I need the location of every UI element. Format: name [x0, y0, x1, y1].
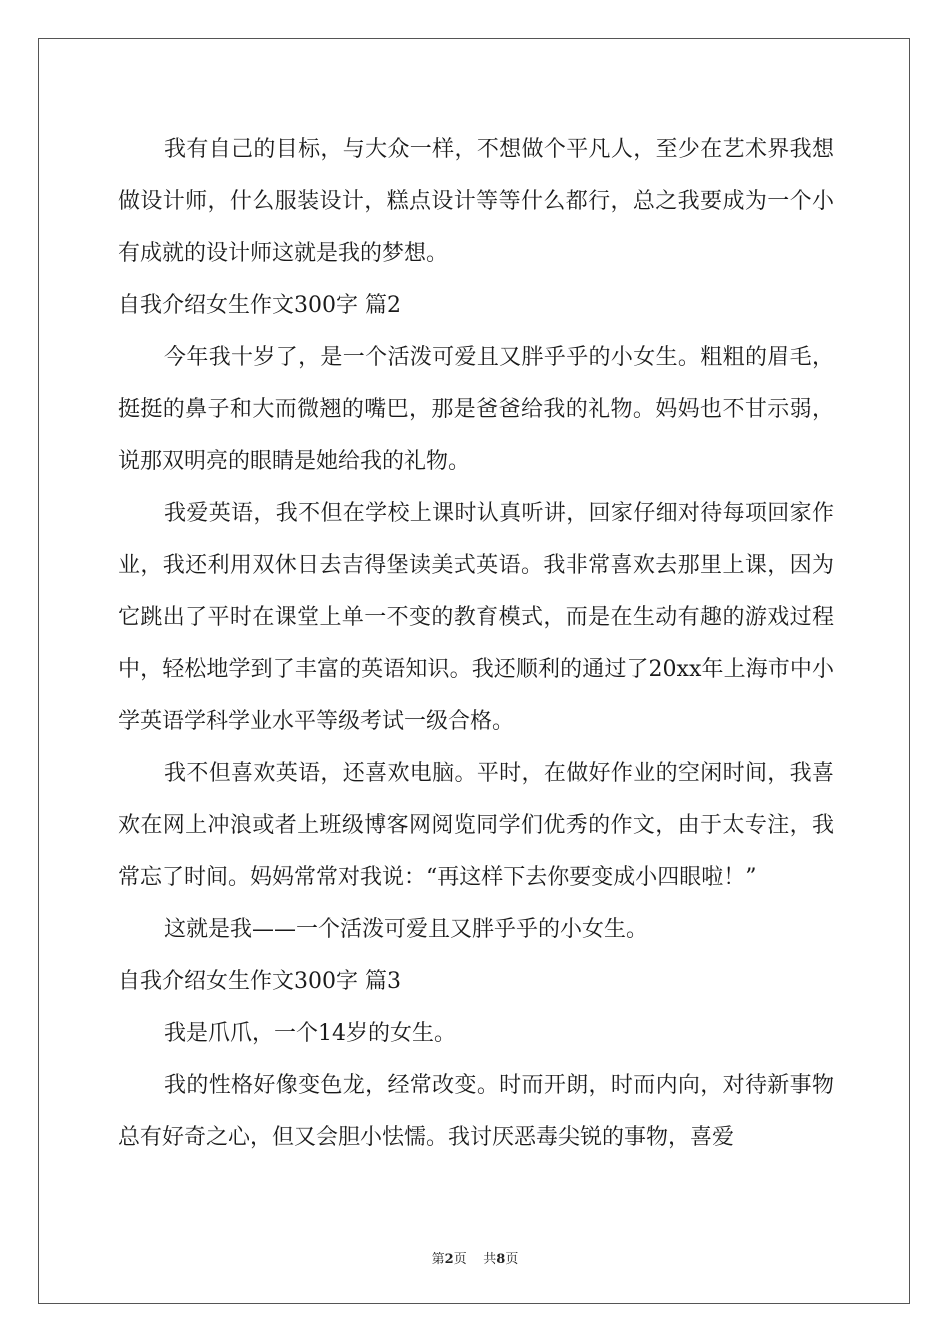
paragraph: 我有自己的目标，与大众一样，不想做个平凡人，至少在艺术界我想做设计师，什么服装设计，糕点设计等等什么都行，总之我要成为一个小有成就的设计师这就是我的梦想。	[118, 137, 834, 266]
paragraph: 我爱英语，我不但在学校上课时认真听讲，回家仔细对待每项回家作业，我还利用双休日去吉得堡读美式英语。我非常喜欢去那里上课，因为它跳出了平时在课堂上单一不变的教育模式，而是在生动有趣的游戏过程中，轻松地学到了丰富的英语知识。我还顺利的通过了20xx年上海市中小学英语学科学业水平等级考试一级合格。	[118, 501, 834, 734]
current-page-number: 2	[444, 1252, 454, 1267]
footer-total-suffix: 页	[505, 1252, 519, 1267]
section-heading: 自我介绍女生作文300字 篇3	[118, 969, 401, 994]
paragraph: 我的性格好像变色龙，经常改变。时而开朗，时而内向，对待新事物总有好奇之心，但又会胆小怯懦。我讨厌恶毒尖锐的事物，喜爱	[118, 1073, 834, 1150]
footer-prefix: 第	[431, 1252, 445, 1267]
paragraph: 这就是我——一个活泼可爱且又胖乎乎的小女生。	[164, 917, 649, 942]
paragraph: 我是爪爪，一个14岁的女生。	[164, 1021, 456, 1046]
footer-page-suffix: 页	[453, 1252, 467, 1267]
total-page-count: 8	[496, 1252, 506, 1267]
paragraph: 今年我十岁了，是一个活泼可爱且又胖乎乎的小女生。粗粗的眉毛，挺挺的鼻子和大而微翘的嘴巴，那是爸爸给我的礼物。妈妈也不甘示弱，说那双明亮的眼睛是她给我的礼物。	[118, 345, 834, 474]
document-body	[118, 124, 834, 1164]
paragraph: 我不但喜欢英语，还喜欢电脑。平时，在做好作业的空闲时间，我喜欢在网上冲浪或者上班级博客网阅览同学们优秀的作文，由于太专注，我常忘了时间。妈妈常常对我说：“再这样下去你要变成小四眼啦！”	[118, 761, 834, 890]
section-heading: 自我介绍女生作文300字 篇2	[118, 293, 401, 318]
footer-total-prefix: 共	[483, 1252, 497, 1267]
page-footer	[0, 1248, 950, 1267]
